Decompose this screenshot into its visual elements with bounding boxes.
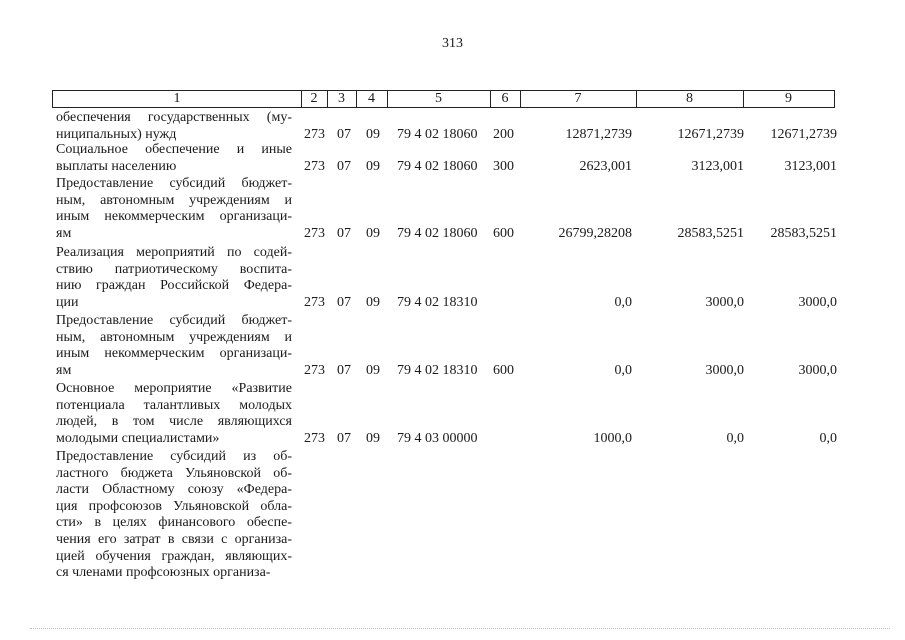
- header-col-6: 6: [501, 91, 509, 106]
- header-col-9: 9: [785, 91, 792, 106]
- cell-c4: 09: [366, 158, 380, 174]
- description-line: цией обучения граждан, являющих-: [56, 548, 292, 564]
- description-line: ция профсоюзов Ульяновской обла-: [56, 498, 292, 514]
- cell-c9: 3000,0: [798, 362, 837, 378]
- cell-c9: 3000,0: [798, 294, 837, 310]
- cell-c8: 28583,5251: [677, 225, 744, 241]
- header-col-8: 8: [686, 91, 693, 106]
- cell-c4: 09: [366, 225, 380, 241]
- description-line: потенциала талантливых молодых: [56, 397, 292, 413]
- description-line: молодыми специалистами»: [56, 430, 220, 446]
- description-line: ниципальных) нужд: [56, 126, 177, 142]
- cell-c5: 79 4 02 18310: [397, 362, 478, 378]
- description-line: Предоставление субсидий бюджет-: [56, 313, 292, 328]
- cell-c2: 273: [304, 225, 325, 241]
- description-line: ям: [56, 362, 72, 378]
- description-line: ласти Областному союзу «Федера-: [56, 482, 292, 498]
- cell-c7: 26799,28208: [558, 225, 632, 241]
- row-description: [56, 176, 292, 242]
- cell-c6: 200: [493, 126, 514, 142]
- cell-c9: 0,0: [819, 430, 837, 446]
- description-line: людей, в том числе являющихся: [56, 414, 292, 430]
- description-line: ластного бюджета Ульяновской об-: [56, 465, 292, 481]
- cell-c5: 79 4 02 18060: [397, 158, 478, 174]
- cell-c6: 600: [493, 225, 514, 241]
- page-number: 313: [442, 36, 463, 51]
- cell-c9: 3123,001: [784, 158, 837, 174]
- cell-c3: 07: [337, 362, 351, 378]
- cell-c6: 300: [493, 158, 514, 174]
- row-description: [56, 449, 292, 582]
- cell-c8: 3000,0: [705, 362, 744, 378]
- description-line: Предоставление субсидий бюджет-: [56, 176, 292, 191]
- cell-c8: 3123,001: [691, 158, 744, 174]
- cell-c2: 273: [304, 294, 325, 310]
- row-description: [56, 381, 292, 447]
- description-line: нию граждан Российской Федера-: [56, 278, 292, 294]
- cell-c2: 273: [304, 430, 325, 446]
- description-line: Основное мероприятие «Развитие: [56, 381, 292, 396]
- cell-c7: 0,0: [614, 362, 632, 378]
- description-line: ции: [56, 294, 79, 310]
- header-col-4: 4: [368, 91, 375, 106]
- cell-c4: 09: [366, 430, 380, 446]
- description-line: чения его затрат в связи с организа-: [56, 531, 292, 547]
- cell-c2: 273: [304, 126, 325, 142]
- scan-artifact-line: [30, 628, 890, 631]
- cell-c6: 600: [493, 362, 514, 378]
- cell-c8: 0,0: [726, 430, 744, 446]
- cell-c7: 0,0: [614, 294, 632, 310]
- description-line: ным, автономным учреждениям и: [56, 329, 292, 345]
- row-description: [56, 245, 292, 311]
- cell-c4: 09: [366, 362, 380, 378]
- row-description: [56, 110, 292, 143]
- cell-c3: 07: [337, 294, 351, 310]
- description-line: сти» в целях финансового обеспе-: [56, 515, 292, 531]
- description-line: иным некоммерческим организаци-: [56, 346, 292, 362]
- header-col-3: 3: [338, 91, 345, 106]
- description-line: выплаты населению: [56, 158, 177, 174]
- cell-c9: 28583,5251: [770, 225, 837, 241]
- cell-c7: 12871,2739: [565, 126, 632, 142]
- cell-c9: 12671,2739: [770, 126, 837, 142]
- row-description: [56, 142, 292, 175]
- cell-c7: 2623,001: [579, 158, 632, 174]
- cell-c5: 79 4 02 18060: [397, 225, 478, 241]
- cell-c8: 3000,0: [705, 294, 744, 310]
- row-description: [56, 313, 292, 379]
- description-line: ствию патриотическому воспита-: [56, 261, 292, 277]
- description-line: ным, автономным учреждениям и: [56, 192, 292, 208]
- description-line: ям: [56, 225, 72, 241]
- header-col-2: 2: [310, 91, 318, 106]
- description-line: Предоставление субсидий из об-: [56, 449, 292, 464]
- cell-c3: 07: [337, 126, 351, 142]
- description-line: иным некоммерческим организаци-: [56, 209, 292, 225]
- cell-c3: 07: [337, 430, 351, 446]
- header-col-5: 5: [435, 91, 442, 106]
- cell-c4: 09: [366, 294, 380, 310]
- description-line: обеспечения государственных (му-: [56, 110, 292, 125]
- description-line: Социальное обеспечение и иные: [56, 142, 292, 157]
- cell-c4: 09: [366, 126, 380, 142]
- description-line: ся членами профсоюзных организа-: [56, 565, 271, 581]
- cell-c5: 79 4 02 18060: [397, 126, 478, 142]
- description-line: Реализация мероприятий по содей-: [56, 245, 292, 260]
- cell-c5: 79 4 03 00000: [397, 430, 478, 446]
- cell-c8: 12671,2739: [677, 126, 744, 142]
- cell-c2: 273: [304, 158, 325, 174]
- header-col-1: 1: [173, 91, 181, 106]
- cell-c2: 273: [304, 362, 325, 378]
- cell-c3: 07: [337, 158, 351, 174]
- cell-c5: 79 4 02 18310: [397, 294, 478, 310]
- cell-c3: 07: [337, 225, 351, 241]
- table-header: [52, 90, 835, 108]
- cell-c7: 1000,0: [593, 430, 632, 446]
- header-col-7: 7: [574, 91, 582, 106]
